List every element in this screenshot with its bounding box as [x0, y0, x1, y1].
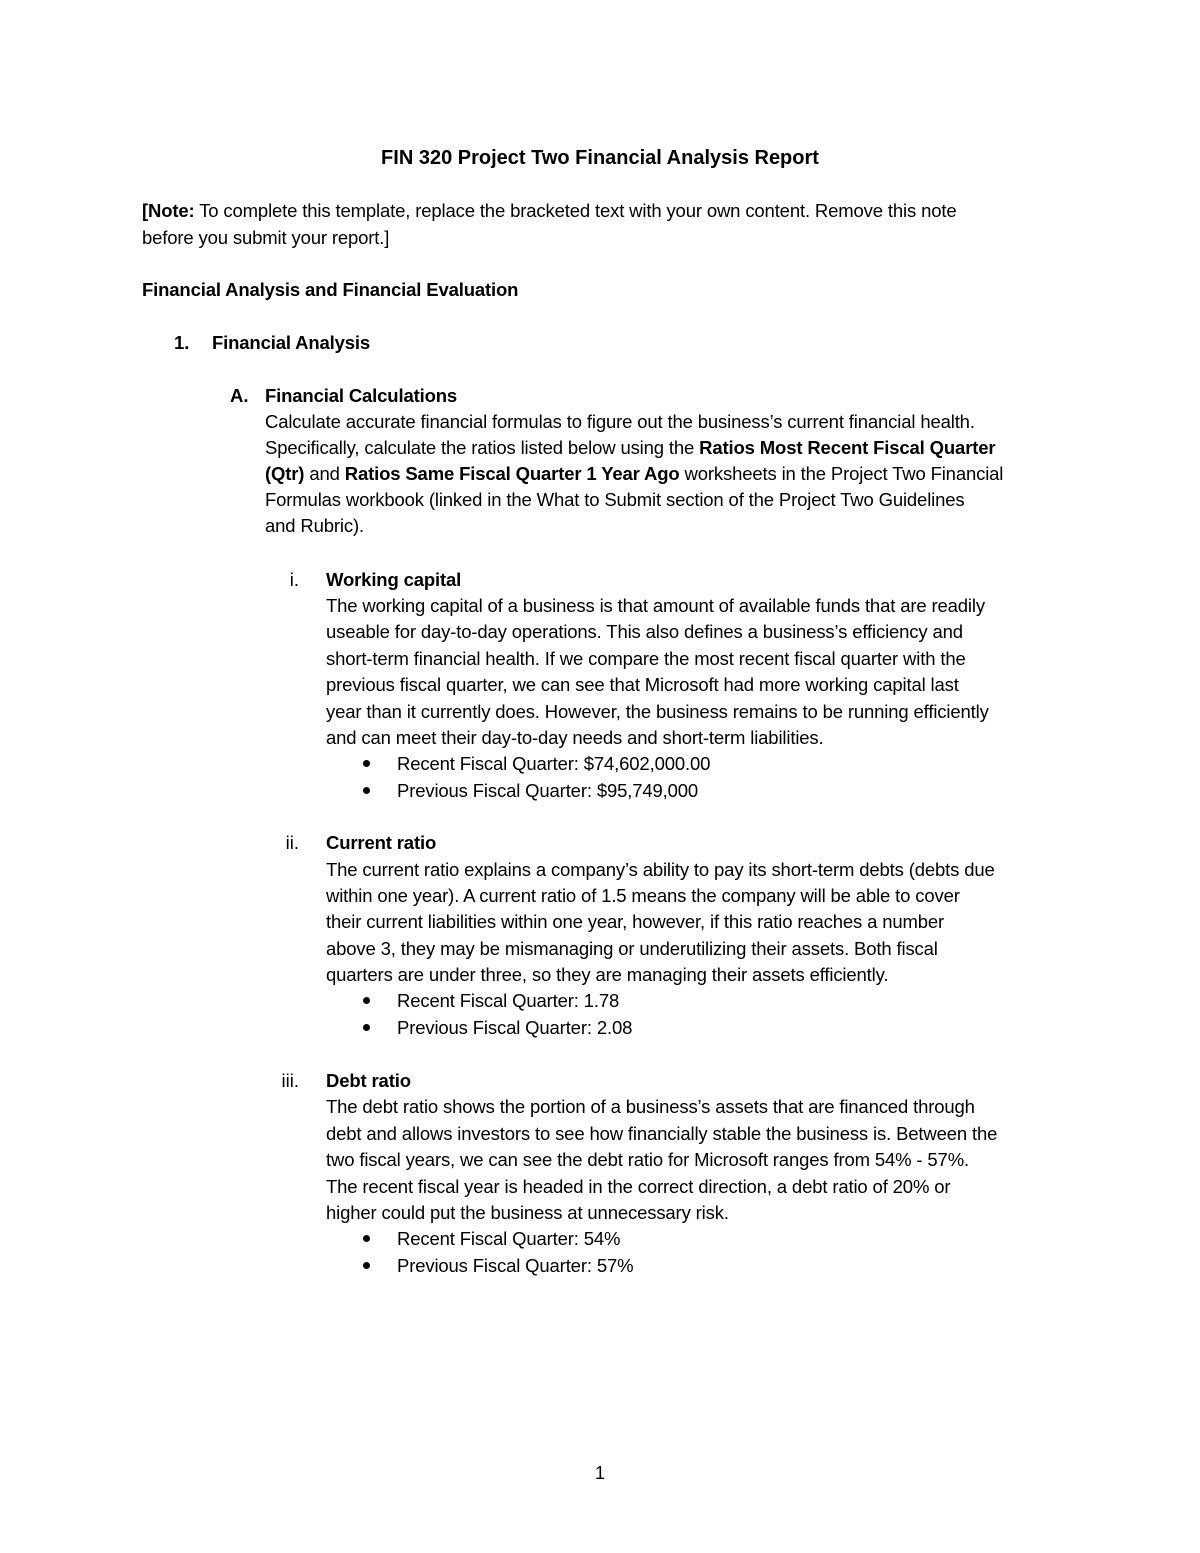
- bullet-icon: [363, 760, 370, 767]
- item-2-numeral: ii.: [285, 832, 299, 853]
- item-2-text-line: their current liabilities within one year, however, if this ratio reaches a number: [326, 911, 945, 932]
- subsection-a-text-line-3: (Qtr) and Ratios Same Fiscal Quarter 1 Year Ago worksheets in the Project Two Financial: [265, 463, 1004, 484]
- subsection-a-text-line-2: Specifically, calculate the ratios listed below using the Ratios Most Recent Fiscal Quarter: [265, 437, 996, 458]
- note-label: Note:: [148, 200, 195, 221]
- item-1-numeral: i.: [289, 569, 299, 590]
- page-number: 1: [594, 1463, 605, 1483]
- item-3-text-line: The debt ratio shows the portion of a business’s assets that are financed through: [326, 1096, 975, 1117]
- bullet-icon: [363, 1024, 370, 1031]
- item-2-text-line: The current ratio explains a company’s ability to pay its short-term debts (debts due: [326, 859, 995, 880]
- item-1-text-line: The working capital of a business is that amount of available funds that are readily: [326, 595, 985, 616]
- subsection-a-letter: A.: [230, 385, 249, 406]
- item-3-numeral: iii.: [281, 1070, 299, 1091]
- item-1-text-line: and can meet their day-to-day needs and short-term liabilities.: [326, 727, 824, 748]
- item-2-heading: Current ratio: [326, 832, 437, 853]
- template-note-line-2: before you submit your report.]: [142, 227, 390, 248]
- item-3-heading: Debt ratio: [326, 1070, 411, 1091]
- item-1-bullet: Previous Fiscal Quarter: $95,749,000: [397, 780, 699, 801]
- report-title: FIN 320 Project Two Financial Analysis Report: [381, 147, 819, 169]
- item-3-text-line: higher could put the business at unnecessary risk.: [326, 1202, 729, 1223]
- section-1-heading: Financial Analysis: [212, 332, 371, 353]
- bullet-icon: [363, 787, 370, 794]
- item-3-text-line: The recent fiscal year is headed in the correct direction, a debt ratio of 20% or: [326, 1176, 951, 1197]
- item-3-text-line: two fiscal years, we can see the debt ratio for Microsoft ranges from 54% - 57%.: [326, 1149, 969, 1170]
- subsection-a-text-line-5: and Rubric).: [265, 515, 364, 536]
- item-3-bullet: Previous Fiscal Quarter: 57%: [397, 1255, 634, 1276]
- item-2-bullet: Recent Fiscal Quarter: 1.78: [397, 990, 620, 1011]
- item-1-bullet: Recent Fiscal Quarter: $74,602,000.00: [397, 753, 711, 774]
- template-note-line-1: [Note: To complete this template, replace the bracketed text with your own content. Remove this note: [142, 200, 957, 221]
- bullet-icon: [363, 1262, 370, 1269]
- item-1-text-line: previous fiscal quarter, we can see that Microsoft had more working capital last: [326, 674, 959, 695]
- subsection-a-heading: Financial Calculations: [265, 385, 458, 406]
- subsection-a-text-line-1: Calculate accurate financial formulas to figure out the business’s current financial health.: [265, 411, 975, 432]
- item-3-bullet: Recent Fiscal Quarter: 54%: [397, 1228, 621, 1249]
- section-1-number: 1.: [174, 332, 190, 353]
- item-2-text-line: quarters are under three, so they are managing their assets efficiently.: [326, 964, 889, 985]
- item-1-text-line: short-term financial health. If we compare the most recent fiscal quarter with the: [326, 648, 966, 669]
- item-2-text-line: within one year). A current ratio of 1.5 means the company will be able to cover: [326, 885, 960, 906]
- bullet-icon: [363, 997, 370, 1004]
- subsection-a-text-line-4: Formulas workbook (linked in the What to Submit section of the Project Two Guidelines: [265, 489, 965, 510]
- item-1-heading: Working capital: [326, 569, 462, 590]
- section-heading: Financial Analysis and Financial Evaluation: [142, 279, 519, 300]
- item-3-text-line: debt and allows investors to see how financially stable the business is. Between the: [326, 1123, 998, 1144]
- item-1-text-line: useable for day-to-day operations. This also defines a business’s efficiency and: [326, 621, 963, 642]
- item-1-text-line: year than it currently does. However, the business remains to be running efficiently: [326, 701, 989, 722]
- bullet-icon: [363, 1235, 370, 1242]
- item-2-text-line: above 3, they may be mismanaging or underutilizing their assets. Both fiscal: [326, 938, 938, 959]
- item-2-bullet: Previous Fiscal Quarter: 2.08: [397, 1017, 633, 1038]
